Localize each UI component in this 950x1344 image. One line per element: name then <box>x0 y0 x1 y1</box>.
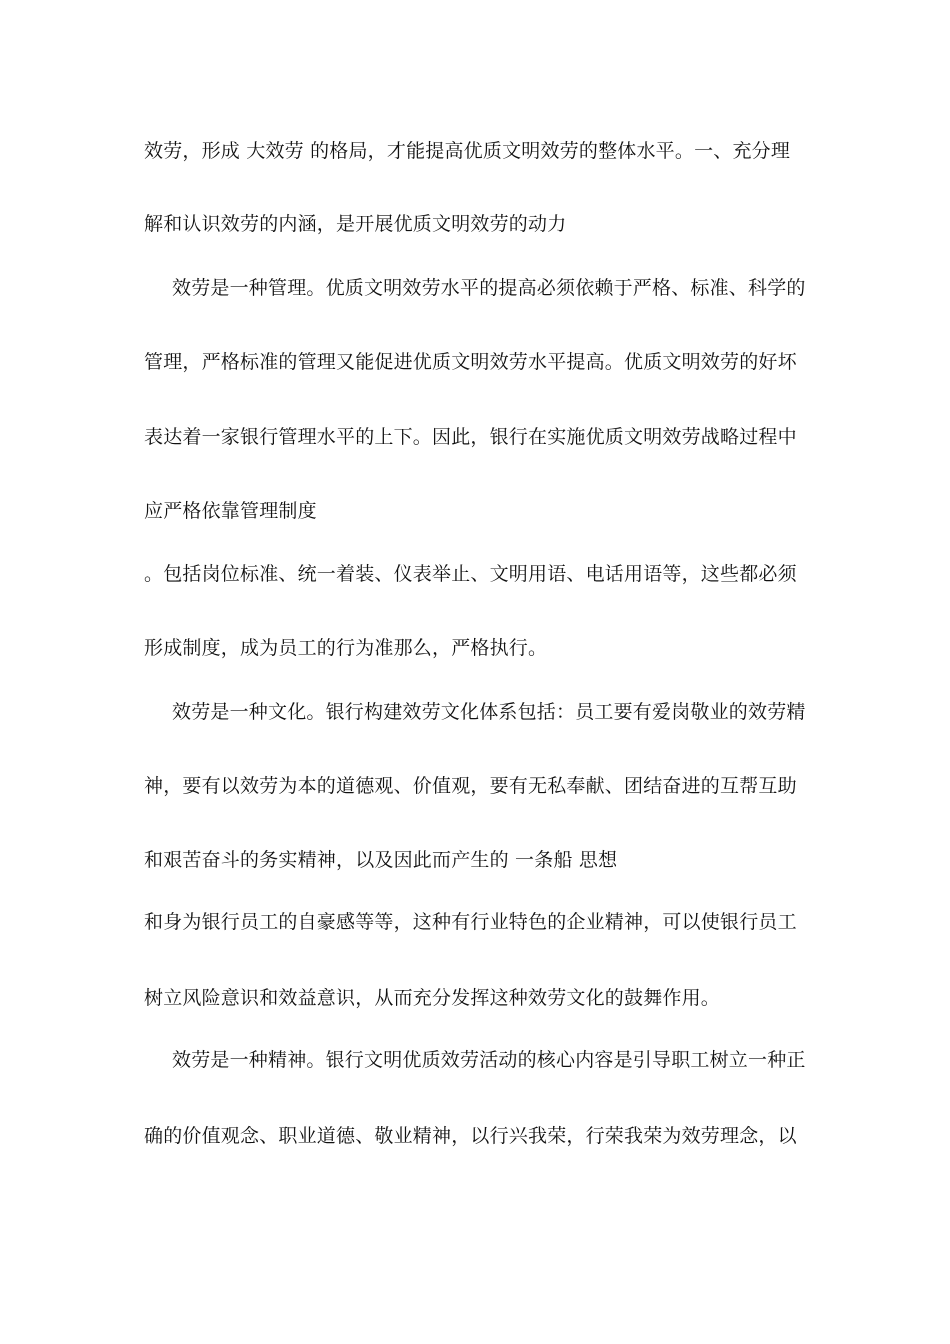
paragraph-spirit-line-2: 确的价值观念、职业道德、敬业精神，以行兴我荣，行荣我荣为效劳理念，以 <box>144 1125 797 1147</box>
paragraph-culture-line-4: 和身为银行员工的自豪感等等，这种有行业特色的企业精神，可以使银行员工 <box>144 911 797 933</box>
paragraph-culture-line-3: 和艰苦奋斗的务实精神，以及因此而产生的 一条船 思想 <box>144 849 618 871</box>
text-line-2: 解和认识效劳的内涵，是开展优质文明效劳的动力 <box>144 213 567 235</box>
paragraph-culture-line-2: 神，要有以效劳为本的道德观、价值观，要有无私奉献、团结奋进的互帮互助 <box>144 775 797 797</box>
paragraph-culture-line-5: 树立风险意识和效益意识，从而充分发挥这种效劳文化的鼓舞作用。 <box>144 987 721 1009</box>
paragraph-management-line-5: 。包括岗位标准、统一着装、仪表举止、文明用语、电话用语等，这些都必须 <box>144 563 797 585</box>
paragraph-management-line-2: 管理，严格标准的管理又能促进优质文明效劳水平提高。优质文明效劳的好坏 <box>144 351 797 373</box>
text-line-1: 效劳，形成 大效劳 的格局，才能提高优质文明效劳的整体水平。一、充分理 <box>144 140 791 162</box>
paragraph-culture-line-1: 效劳是一种文化。银行构建效劳文化体系包括：员工要有爱岗敬业的效劳精 <box>172 701 806 723</box>
paragraph-management-line-3: 表达着一家银行管理水平的上下。因此，银行在实施优质文明效劳战略过程中 <box>144 426 797 448</box>
paragraph-spirit-line-1: 效劳是一种精神。银行文明优质效劳活动的核心内容是引导职工树立一种正 <box>172 1049 806 1071</box>
paragraph-management-line-1: 效劳是一种管理。优质文明效劳水平的提高必须依赖于严格、标准、科学的 <box>172 277 806 299</box>
paragraph-management-line-4: 应严格依靠管理制度 <box>144 500 317 522</box>
paragraph-management-line-6: 形成制度，成为员工的行为准那么，严格执行。 <box>144 637 548 659</box>
